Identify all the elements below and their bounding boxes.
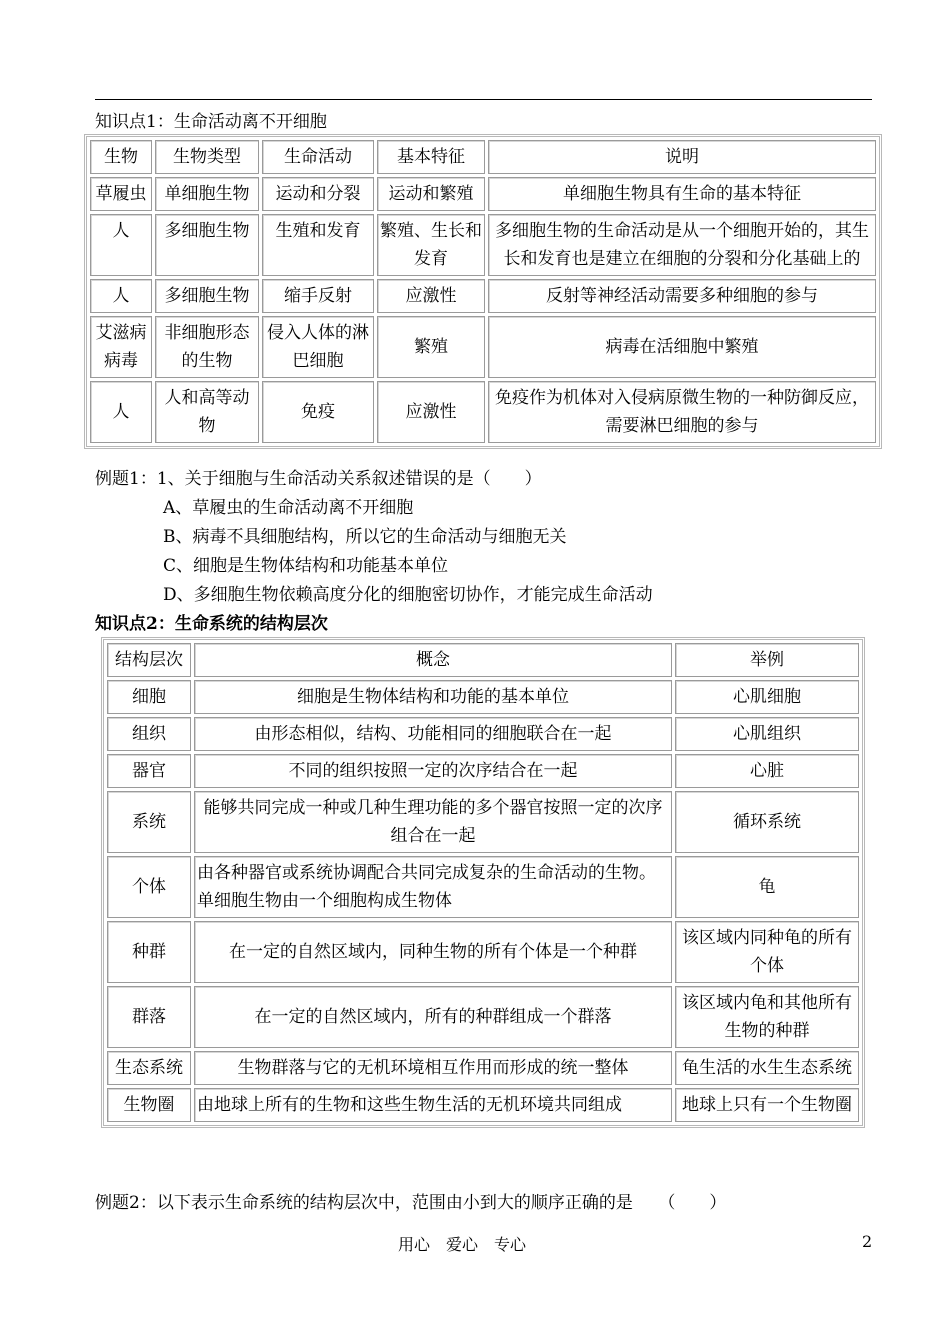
table-cell: 繁殖 xyxy=(377,316,485,378)
table-cell: 应激性 xyxy=(377,381,485,443)
table-cell: 龟生活的水生生态系统 xyxy=(675,1051,859,1085)
table-cell: 多细胞生物的生命活动是从一个细胞开始的，其生长和发育也是建立在细胞的分裂和分化基础上的 xyxy=(488,214,876,276)
table-row xyxy=(90,177,876,211)
table-cell: 不同的组织按照一定的次序结合在一起 xyxy=(194,754,672,788)
table-cell: 系统 xyxy=(107,791,191,853)
header-basic-feature: 基本特征 xyxy=(377,140,485,174)
section2-title: 知识点2：生命系统的结构层次 xyxy=(95,614,328,634)
header-structure-level: 结构层次 xyxy=(107,643,191,677)
example1-option-d: D、多细胞生物依赖高度分化的细胞密切协作，才能完成生命活动 xyxy=(163,585,653,605)
table-cell: 循环系统 xyxy=(675,791,859,853)
header-example: 举例 xyxy=(675,643,859,677)
table-cell: 龟 xyxy=(675,856,859,918)
table-cell: 缩手反射 xyxy=(262,279,374,313)
table-cell: 非细胞形态的生物 xyxy=(155,316,259,378)
table-cell: 群落 xyxy=(107,986,191,1048)
table-cell: 由形态相似，结构、功能相同的细胞联合在一起 xyxy=(194,717,672,751)
table-cell: 细胞是生物体结构和功能的基本单位 xyxy=(194,680,672,714)
table-header-row xyxy=(90,140,876,174)
table-cell: 反射等神经活动需要多种细胞的参与 xyxy=(488,279,876,313)
table-row xyxy=(107,1051,859,1085)
table-row xyxy=(107,717,859,751)
header-organism: 生物 xyxy=(90,140,152,174)
table-row xyxy=(90,316,876,378)
table-cell: 草履虫 xyxy=(90,177,152,211)
table-cell: 器官 xyxy=(107,754,191,788)
cell-life-table xyxy=(84,134,882,449)
table-cell: 地球上只有一个生物圈 xyxy=(675,1088,859,1122)
table-row xyxy=(107,680,859,714)
example1-question: 例题1：1、关于细胞与生命活动关系叙述错误的是（ ） xyxy=(95,469,542,489)
table-row xyxy=(90,279,876,313)
example1-option-b: B、病毒不具细胞结构，所以它的生命活动与细胞无关 xyxy=(163,527,567,547)
header-concept: 概念 xyxy=(194,643,672,677)
table-cell: 心肌细胞 xyxy=(675,680,859,714)
page-number: 2 xyxy=(862,1232,873,1251)
table-row xyxy=(107,1088,859,1122)
table-cell: 应激性 xyxy=(377,279,485,313)
table-cell: 病毒在活细胞中繁殖 xyxy=(488,316,876,378)
table-row xyxy=(107,986,859,1048)
table-cell: 侵入人体的淋巴细胞 xyxy=(262,316,374,378)
table-cell: 人 xyxy=(90,381,152,443)
table-cell: 由地球上所有的生物和这些生物生活的无机环境共同组成 xyxy=(194,1088,672,1122)
table-cell: 生态系统 xyxy=(107,1051,191,1085)
table-cell: 该区域内同种龟的所有个体 xyxy=(675,921,859,983)
table-cell: 由各种器官或系统协调配合共同完成复杂的生命活动的生物。单细胞生物由一个细胞构成生物体 xyxy=(194,856,672,918)
life-system-levels-table xyxy=(101,637,865,1128)
table-row xyxy=(90,214,876,276)
table-cell: 人 xyxy=(90,279,152,313)
footer-motto: 用心 爱心 专心 xyxy=(398,1235,527,1254)
table-cell: 心肌组织 xyxy=(675,717,859,751)
table-cell: 能够共同完成一种或几种生理功能的多个器官按照一定的次序组合在一起 xyxy=(194,791,672,853)
table-cell: 运动和繁殖 xyxy=(377,177,485,211)
table-cell: 单细胞生物 xyxy=(155,177,259,211)
example1-option-c: C、细胞是生物体结构和功能基本单位 xyxy=(163,556,449,576)
header-explanation: 说明 xyxy=(488,140,876,174)
table-cell: 多细胞生物 xyxy=(155,214,259,276)
table-cell: 单细胞生物具有生命的基本特征 xyxy=(488,177,876,211)
table-row xyxy=(107,921,859,983)
table-cell: 在一定的自然区域内，所有的种群组成一个群落 xyxy=(194,986,672,1048)
table-header-row xyxy=(107,643,859,677)
example1-option-a: A、草履虫的生命活动离不开细胞 xyxy=(163,498,414,518)
table-cell: 免疫 xyxy=(262,381,374,443)
table-cell: 心脏 xyxy=(675,754,859,788)
table-cell: 免疫作为机体对入侵病原微生物的一种防御反应，需要淋巴细胞的参与 xyxy=(488,381,876,443)
table-row xyxy=(90,381,876,443)
header-life-activity: 生命活动 xyxy=(262,140,374,174)
table-cell: 生物群落与它的无机环境相互作用而形成的统一整体 xyxy=(194,1051,672,1085)
table-cell: 人和高等动物 xyxy=(155,381,259,443)
table-row xyxy=(107,856,859,918)
table-cell: 细胞 xyxy=(107,680,191,714)
table-cell: 运动和分裂 xyxy=(262,177,374,211)
table-cell: 生物圈 xyxy=(107,1088,191,1122)
table-row xyxy=(107,754,859,788)
table-cell: 人 xyxy=(90,214,152,276)
section1-title: 知识点1：生命活动离不开细胞 xyxy=(95,112,327,132)
table-cell: 组织 xyxy=(107,717,191,751)
header-rule xyxy=(95,99,872,100)
table-cell: 个体 xyxy=(107,856,191,918)
table-cell: 艾滋病病毒 xyxy=(90,316,152,378)
header-organism-type: 生物类型 xyxy=(155,140,259,174)
table-cell: 繁殖、生长和发育 xyxy=(377,214,485,276)
example2-question: 例题2：以下表示生命系统的结构层次中，范围由小到大的顺序正确的是 （ ） xyxy=(95,1193,727,1213)
table-cell: 生殖和发育 xyxy=(262,214,374,276)
table-cell: 在一定的自然区域内，同种生物的所有个体是一个种群 xyxy=(194,921,672,983)
table-row xyxy=(107,791,859,853)
table-cell: 多细胞生物 xyxy=(155,279,259,313)
table-cell: 种群 xyxy=(107,921,191,983)
table-cell: 该区域内龟和其他所有生物的种群 xyxy=(675,986,859,1048)
